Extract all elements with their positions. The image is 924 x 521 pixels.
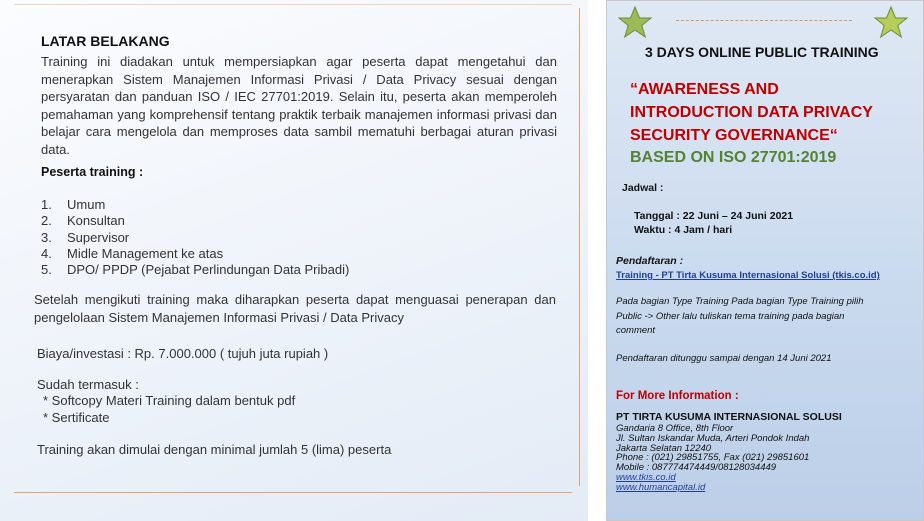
star-icon [617, 5, 653, 41]
list-item-number: 3. [41, 230, 52, 245]
address-line: Jakarta Selatan 12240 [616, 443, 712, 454]
title-dashed-line [676, 20, 852, 21]
list-item: Konsultan [67, 213, 125, 228]
registration-label: Pendaftaran : [616, 255, 684, 267]
bottom-divider [14, 492, 572, 493]
registration-instruction: Pada bagian Type Training Pada bagian Type Training pilih [616, 296, 864, 307]
list-item: DPO/ PPDP (Pejabat Perlindungan Data Pribadi) [67, 262, 350, 277]
intro-paragraph: Training ini diadakan untuk mempersiapkan agar peserta dapat mengetahui dan menerapkan Sistem Manajemen Informasi Privasi / Data Privacy sesuai dengan persyaratan dan panduan ISO / IEC 27701:2019. Selain itu, peserta akan memperoleh pemahaman yang komprehensif tentang praktik terbaik manajemen informasi privasi dan belajar cara mengelola dan memproses data sambil mematuhi berbagai aturan privasi data. [41, 54, 557, 157]
list-item: Umum [67, 197, 106, 212]
list-item: Midle Management ke atas [67, 246, 224, 261]
list-item-number: 2. [41, 213, 52, 228]
schedule-label: Jadwal : [622, 182, 664, 194]
star-icon [873, 5, 909, 41]
included-item: * Sertificate [43, 410, 110, 425]
cost-text: Biaya/investasi : Rp. 7.000.000 ( tujuh juta rupiah ) [37, 346, 329, 361]
headline-line: SECURITY GOVERNANCE“ [630, 127, 838, 144]
list-item-number: 4. [41, 246, 52, 261]
included-heading: Sudah termasuk : [37, 377, 139, 392]
registration-instruction: Public -> Other lalu tuliskan tema training pada bagian [616, 311, 845, 322]
website-link[interactable]: www.tkis.co.id [616, 472, 676, 483]
registration-instruction: comment [616, 325, 656, 336]
address-line: Gandaria 8 Office, 8th Floor [616, 423, 734, 434]
top-divider [14, 4, 572, 5]
minimum-participants-text: Training akan dimulai dengan minimal jumlah 5 (lima) peserta [37, 442, 392, 457]
iso-standard: BASED ON ISO 27701:2019 [630, 149, 837, 166]
address-line: Jl. Sultan Iskandar Muda, Arteri Pondok Indah [616, 433, 810, 444]
training-title: 3 DAYS ONLINE PUBLIC TRAINING [645, 44, 879, 60]
schedule-date: Tanggal : 22 Juni – 24 Juni 2021 [634, 210, 794, 222]
participants-heading: Peserta training : [41, 165, 144, 179]
registration-deadline: Pendaftaran ditunggu sampai dengan 14 Juni 2021 [616, 353, 832, 364]
schedule-time: Waktu : 4 Jam / hari [634, 224, 733, 236]
vertical-divider [579, 8, 580, 486]
mobile-text: Mobile : 087774474449/08128034449 [616, 462, 777, 473]
headline-line: “AWARENESS AND [630, 81, 779, 98]
website-link[interactable]: www.humancapital.id [616, 482, 706, 493]
list-item: Supervisor [67, 230, 130, 245]
outcome-paragraph: Setelah mengikuti training maka diharapkan peserta dapat menguasai penerapan dan pengelolaan Sistem Manajemen Informasi Privasi / Data Privacy [34, 292, 556, 325]
background-heading: LATAR BELAKANG [41, 33, 170, 49]
headline-line: INTRODUCTION DATA PRIVACY [630, 104, 873, 121]
company-name: PT TIRTA KUSUMA INTERNASIONAL SOLUSI [616, 411, 842, 423]
phone-text: Phone : (021) 29851755, Fax (021) 29851601 [616, 452, 810, 463]
included-item: * Softcopy Materi Training dalam bentuk pdf [43, 393, 296, 408]
more-info-label: For More Information : [616, 390, 739, 402]
registration-link[interactable]: Training - PT Tirta Kusuma Internasional Solusi (tkis.co.id) [616, 270, 880, 281]
list-item-number: 1. [41, 197, 52, 212]
list-item-number: 5. [41, 262, 52, 277]
